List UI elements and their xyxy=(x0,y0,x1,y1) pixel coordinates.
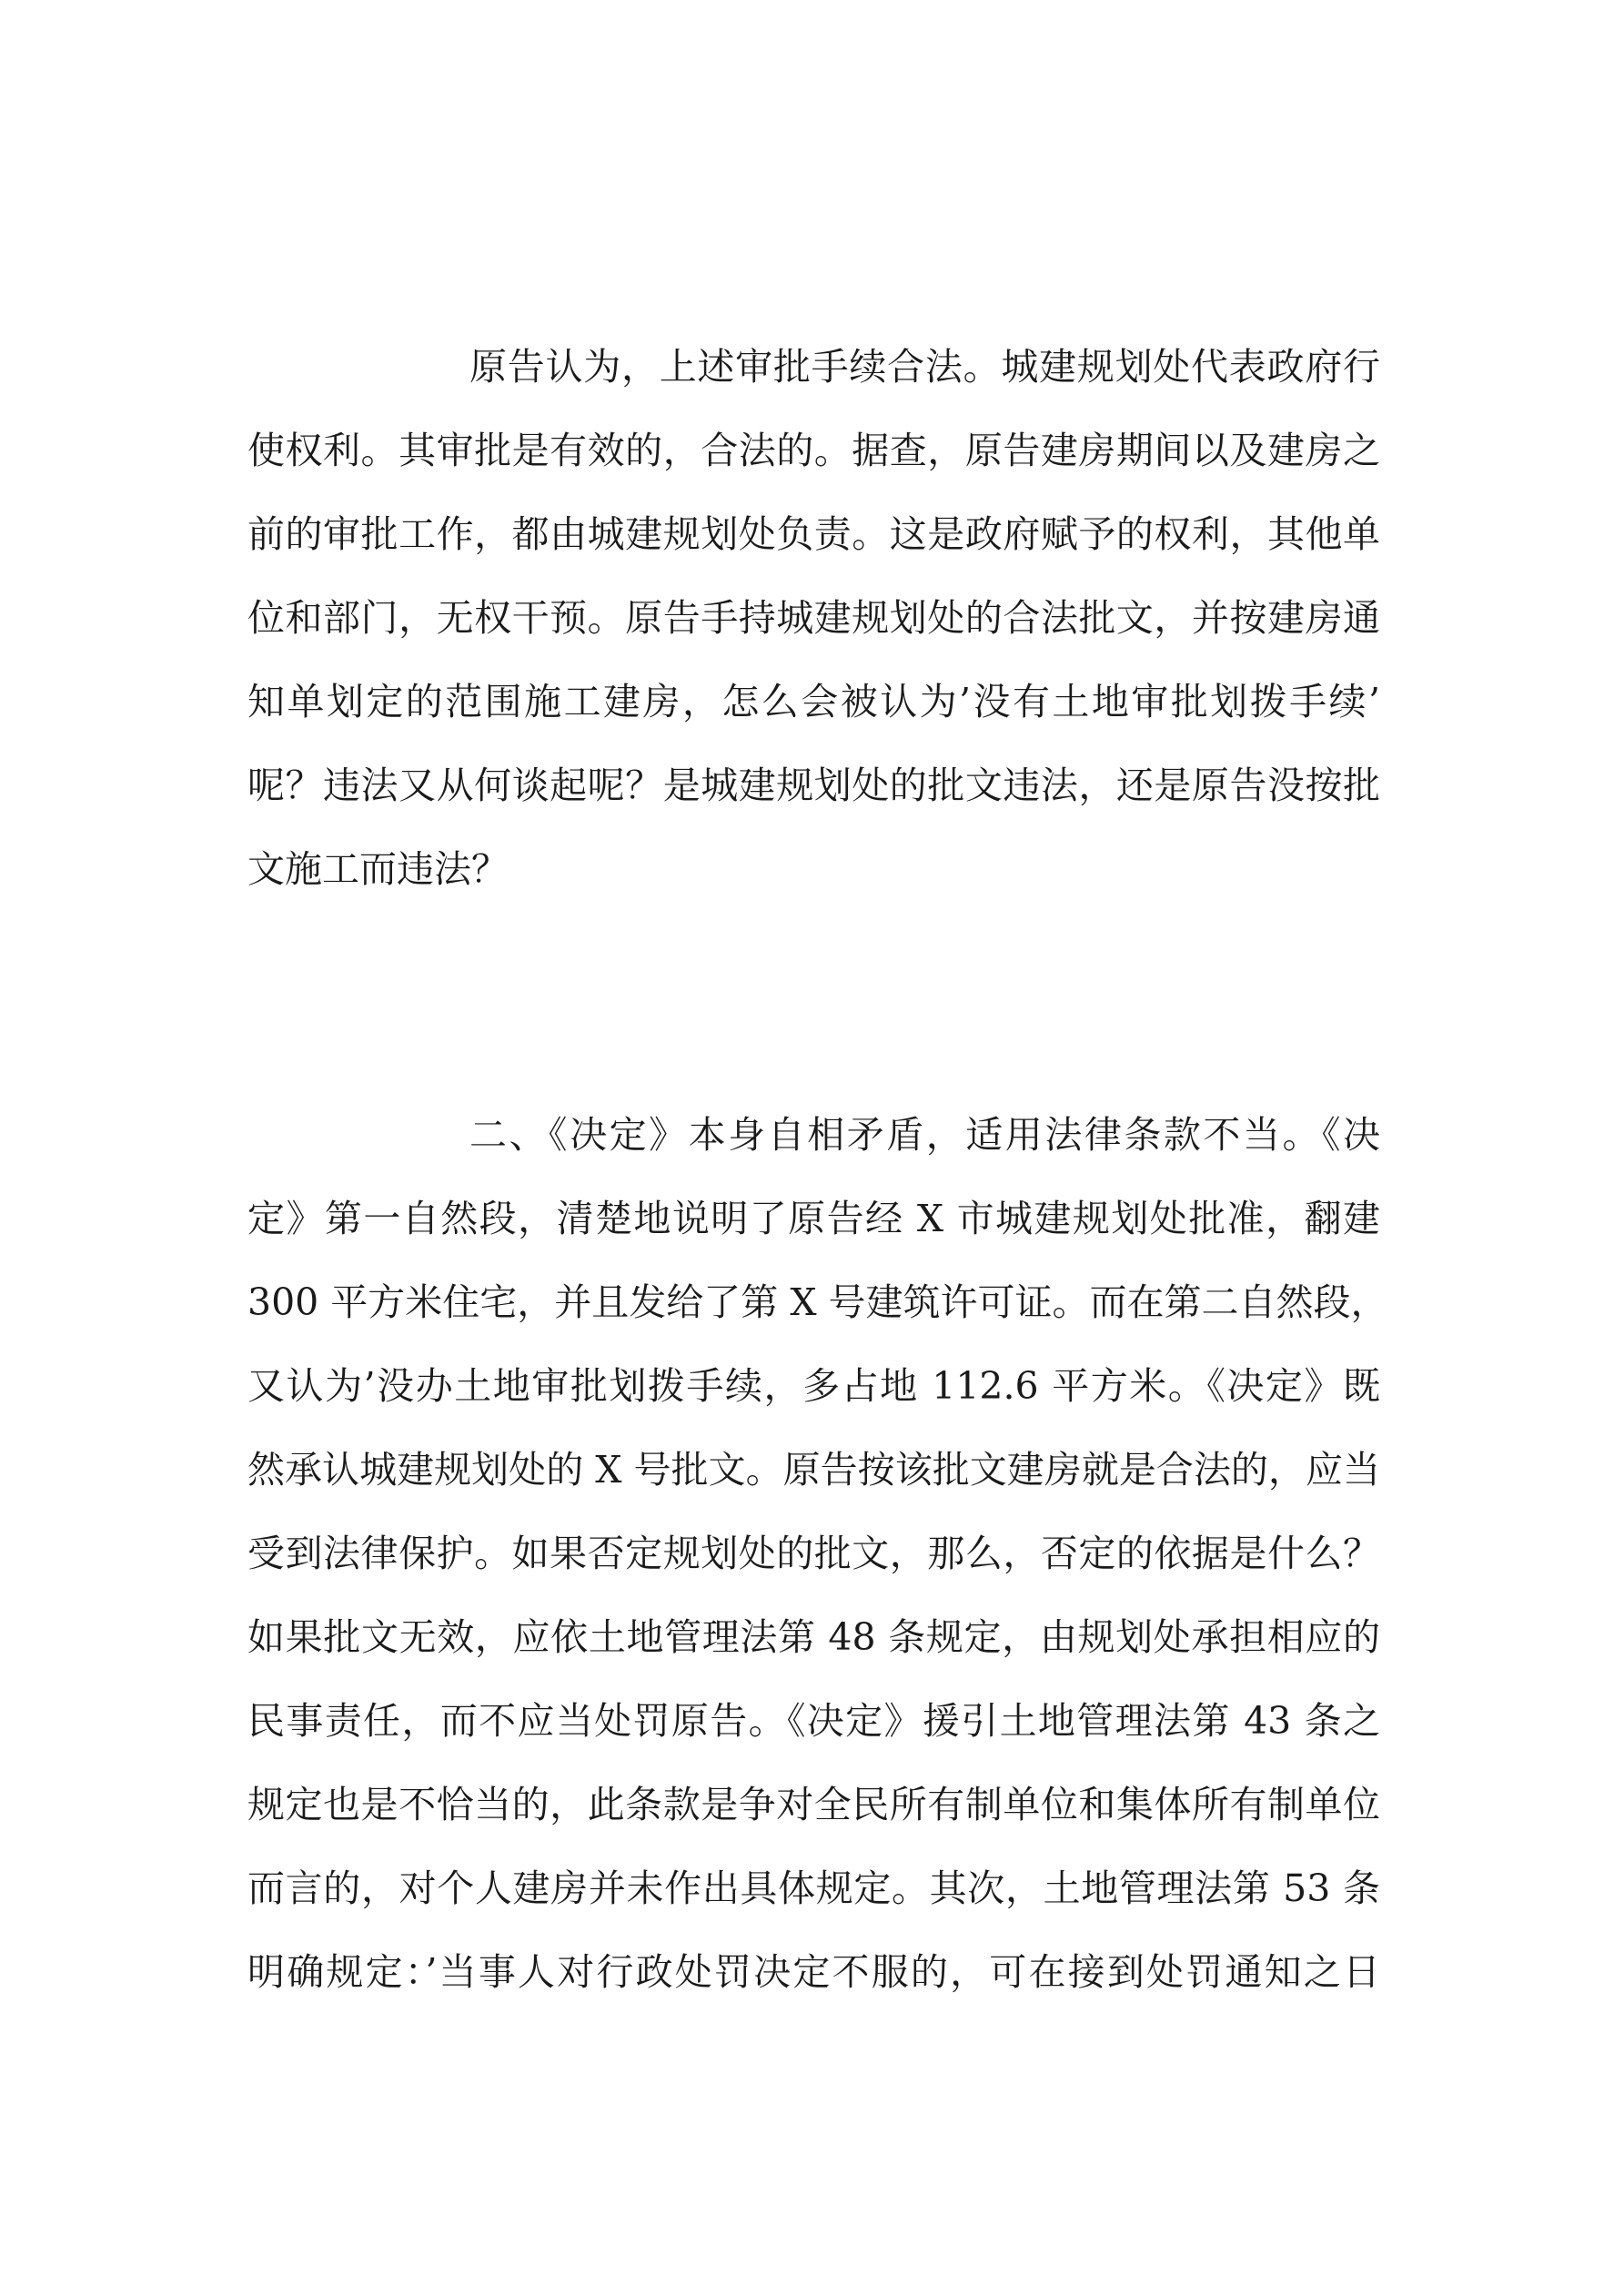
line-text: 原告认为，上述审批手续合法。城建规划处代表政府行 xyxy=(469,345,1380,389)
paragraph-2-line-1 xyxy=(247,1093,1380,1177)
line-text: 300 平方米住宅，并且发给了第 X 号建筑许可证。而在第二自然段， xyxy=(247,1280,1388,1324)
paragraph-1-line-1 xyxy=(247,325,1380,409)
paragraph-1-line-5 xyxy=(247,660,1380,743)
line-text: 使权利。其审批是有效的，合法的。据查，原告建房期间以及建房之 xyxy=(247,429,1380,472)
line-text: 位和部门，无权干预。原告手持城建规划处的合法批文，并按建房通 xyxy=(247,596,1380,640)
paragraph-1-line-7 xyxy=(247,827,1380,911)
line-text: 二、《决定》本身自相矛盾，适用法律条款不当。《决 xyxy=(469,1113,1380,1157)
paragraph-2 xyxy=(247,1093,1388,2014)
paragraph-1-line-4 xyxy=(247,576,1380,660)
line-text: 受到法律保护。如果否定规划处的批文，那么，否定的依据是什么？ xyxy=(247,1532,1380,1575)
paragraph-1 xyxy=(247,325,1380,911)
line-text: 而言的，对个人建房并未作出具体规定。其次，土地管理法第 53 条 xyxy=(247,1866,1380,1910)
line-text: 知单划定的范围施工建房，怎么会被认为’没有土地审批划拨手续’ xyxy=(247,680,1380,723)
paragraph-1-line-2 xyxy=(247,409,1380,492)
line-text: 呢？违法又从何谈起呢？是城建规划处的批文违法，还是原告没按批 xyxy=(247,764,1380,807)
paragraph-2-line-2 xyxy=(247,1177,1380,1260)
line-text: 然承认城建规划处的 X 号批文。原告按该批文建房就是合法的，应当 xyxy=(247,1448,1380,1492)
paragraph-2-line-5 xyxy=(247,1428,1380,1512)
paragraph-2-line-8 xyxy=(247,1679,1380,1763)
line-text: 又认为’没办土地审批划拨手续，多占地 112.6 平方米。《决定》既 xyxy=(247,1364,1380,1408)
paragraph-2-line-10 xyxy=(247,1846,1380,1930)
paragraph-2-line-4 xyxy=(247,1344,1380,1428)
line-text: 定》第一自然段，清楚地说明了原告经 X 市城建规划处批准，翻建 xyxy=(247,1197,1380,1240)
paragraph-2-line-6 xyxy=(247,1512,1380,1595)
line-text: 规定也是不恰当的，此条款是争对全民所有制单位和集体所有制单位 xyxy=(247,1783,1380,1826)
paragraph-2-line-9 xyxy=(247,1763,1380,1846)
line-text: 明确规定：’当事人对行政处罚决定不服的，可在接到处罚通知之日 xyxy=(247,1950,1380,1994)
line-text: 文施工而违法？ xyxy=(247,847,509,891)
line-text: 民事责任，而不应当处罚原告。《决定》援引土地管理法第 43 条之 xyxy=(247,1699,1380,1743)
paragraph-1-line-3 xyxy=(247,492,1380,576)
paragraph-2-line-3 xyxy=(247,1260,1388,1344)
line-text: 前的审批工作，都由城建规划处负责。这是政府赋予的权利，其他单 xyxy=(247,512,1380,556)
paragraph-2-line-11 xyxy=(247,1930,1380,2014)
line-text: 如果批文无效，应依土地管理法第 48 条规定，由规划处承担相应的 xyxy=(247,1615,1380,1659)
paragraph-2-line-7 xyxy=(247,1595,1380,1679)
paragraph-1-line-6 xyxy=(247,743,1380,827)
